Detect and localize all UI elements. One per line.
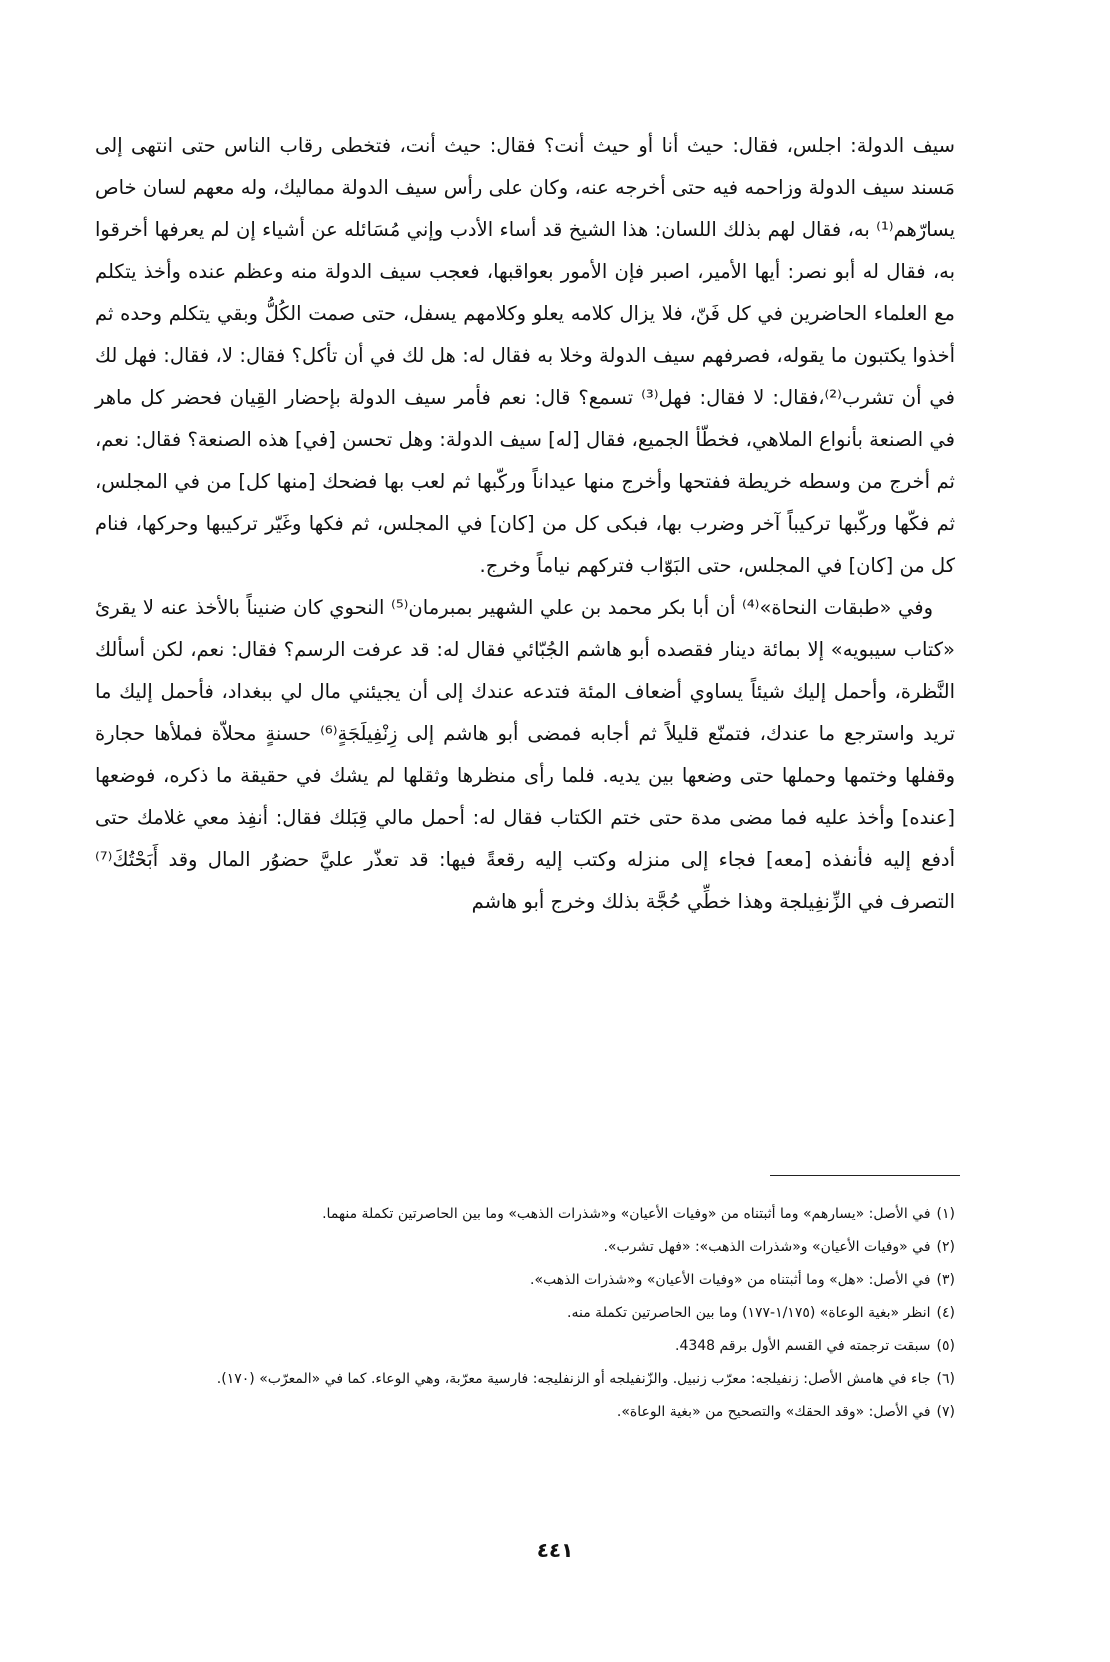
footnote-text: في الأصل: «يسارهم» وما أثبتناه من «وفيات الأعيان» و«شذرات الذهب» وما بين الحاصرتين تكملة منهما. [322,1206,931,1222]
footnote [95,1198,955,1231]
footnote [95,1396,955,1429]
footnote-text: سبقت ترجمته في القسم الأول برقم 4348. [675,1338,931,1354]
footnote [95,1231,955,1264]
footnote-text: في الأصل: «وقد الحقك» والتصحيح من «بغية الوعاة». [616,1404,931,1420]
footnote-text: جاء في هامش الأصل: زنفيلجه: معرّب زنبيل. والزّنفيلجه أو الزنفليجه: فارسية معرّبة، وهي الوعاء. كما في «المعرّب» (١٧٠). [216,1371,931,1387]
footnote-number: (٢) [936,1239,955,1255]
footnote-number: (٧) [936,1404,955,1420]
footnote-text: في «وفيات الأعيان» و«شذرات الذهب»: «فهل تشرب». [603,1239,931,1255]
body-paragraph: وفي «طبقات النحاة»⁽⁴⁾ أن أبا بكر محمد بن علي الشهير بمبرمان⁽⁵⁾ النحوي كان ضنيناً بالأخذ عنه لا يقرئ «كتاب سيبويه» إلا بمائة دينار فقصده أبو هاشم الجُبّائي فقال له: قد عرفت الرسم؟ فقال: نعم، لكن أسألك النَّظرة، وأحمل إليك شيئاً يساوي أضعاف المئة فتدعه عندك إلى أن يجيئني مال لي ببغداد، فأحمل إليك ما تريد واسترجع ما عندك، فتمنّع قليلاً ثم أجابه فمضى أبو هاشم إلى زِنْفِيلَجَةٍ⁽⁶⁾ حسنةٍ محلاّة فملأها حجارة وقفلها وختمها وحملها حتى وضعها بين يديه. فلما رأى منظرها وثقلها لم يشك في حقيقة ما ذكره، فوضعها [عنده] وأخذ عليه فما مضى مدة حتى ختم الكتاب فقال له: أحمل مالي قِبَلك فقال: أنفِذ معي غلامك حتى أدفع إليه فأنفذه [معه] فجاء إلى منزله وكتب إليه رقعةً فيها: قد تعذّر عليَّ حضوُر المال وقد أَبَحْتُكَ⁽⁷⁾ التصرف في الزِّنفِيلجة وهذا خطِّي حُجَّة بذلك وخرج أبو هاشم [95,596,956,913]
footnote-divider [770,1175,960,1176]
footnote [95,1264,955,1297]
footnote [95,1297,955,1330]
footnotes [95,1198,955,1429]
footnote-number: (٣) [936,1272,955,1288]
footnote-number: (٤) [936,1305,955,1321]
body-paragraph: سيف الدولة: اجلس، فقال: حيث أنا أو حيث أنت؟ فقال: حيث أنت، فتخطى رقاب الناس حتى انتهى إلى مَسند سيف الدولة وزاحمه فيه حتى أخرجه عنه، وكان على رأس سيف الدولة مماليك، وله معهم لسان خاص يسارّهم⁽¹⁾ به، فقال لهم بذلك اللسان: هذا الشيخ قد أساء الأدب وإني مُسَائله عن أشياء إن لم يعرفها أخرقوا به، فقال له أبو نصر: أيها الأمير، اصبر فإن الأمور بعواقبها، فعجب سيف الدولة منه وعظم عنده وأخذ يتكلم مع العلماء الحاضرين في كل فَنّ، فلا يزال كلامه يعلو وكلامهم يسفل، حتى صمت الكُلُّ وبقي يتكلم وحده ثم أخذوا يكتبون ما يقوله، فصرفهم سيف الدولة وخلا به فقال له: هل لك في أن تأكل؟ فقال: لا، فقال: فهل لك في أن تشرب⁽²⁾،فقال: لا فقال: فهل⁽³⁾ تسمع؟ قال: نعم فأمر سيف الدولة بإحضار القِيان فحضر كل ماهر في الصنعة بأنواع الملاهي، فخطّأ الجميع، فقال [له] سيف الدولة: وهل تحسن [في] هذه الصنعة؟ فقال: نعم، ثم أخرج من وسطه خريطة ففتحها وأخرج منها عيداناً وركّبها ثم لعب بها فضحك [منها كل] من في المجلس، ثم فكّها وركّبها تركيباً آخر وضرب بها، فبكى كل من [كان] في المجلس، ثم فكها وغَيّر تركيبها وحركها، فنام كل من [كان] في المجلس، حتى البَوّاب فتركهم نياماً وخرج. [95,134,955,577]
footnote [95,1330,955,1363]
footnote-text: في الأصل: «هل» وما أثبتناه من «وفيات الأعيان» و«شذرات الذهب». [530,1272,931,1288]
page-number: ٤٤١ [536,1538,574,1562]
footnote [95,1363,955,1396]
footnote-number: (٥) [936,1338,955,1354]
main-text [95,125,955,923]
footnote-number: (١) [936,1206,955,1222]
footnote-number: (٦) [936,1371,955,1387]
footnote-text: انظر «بغية الوعاة» (١/١٧٥-١٧٧) وما بين الحاصرتين تكملة منه. [567,1305,931,1321]
